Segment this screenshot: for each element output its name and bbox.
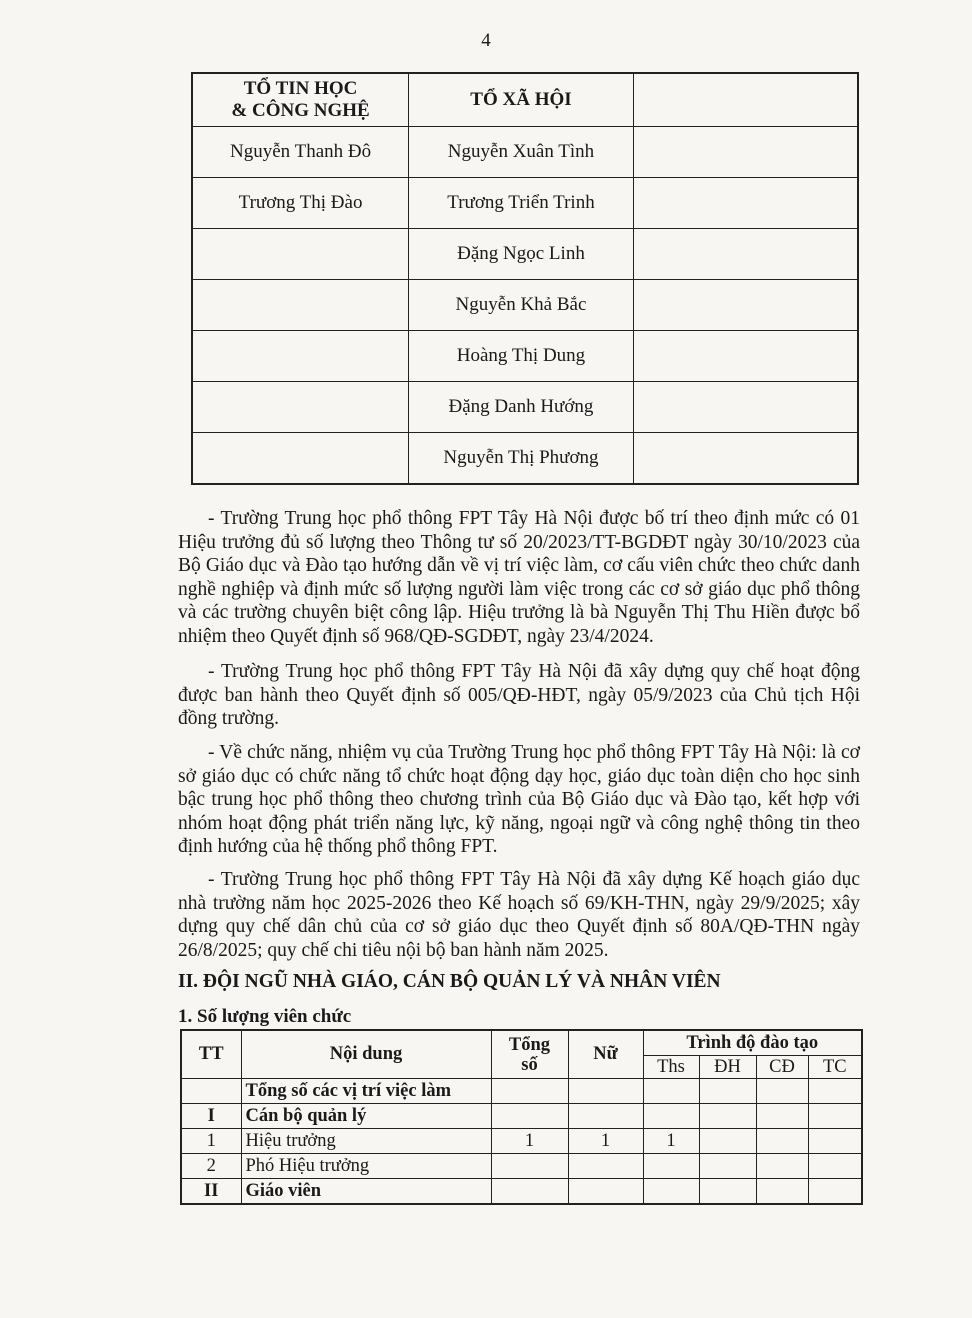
cell-tc — [808, 1154, 862, 1179]
paragraph-chuc-nang — [178, 741, 860, 859]
cell-dh — [699, 1179, 756, 1205]
cell-noi-dung: Giáo viên — [241, 1179, 491, 1205]
table-row — [181, 1129, 862, 1154]
page-number: 4 — [481, 30, 491, 51]
vien-chuc-table — [180, 1029, 863, 1205]
header-tc: TC — [808, 1056, 862, 1079]
cell-dh — [699, 1104, 756, 1129]
header-ths: Ths — [643, 1056, 699, 1079]
cell — [192, 280, 409, 331]
cell-tong-so — [491, 1079, 568, 1104]
cell: Nguyễn Khả Bắc — [409, 280, 634, 331]
header-trinh-do: Trình độ đào tạo — [643, 1030, 862, 1056]
paragraph-ke-hoach — [178, 868, 860, 962]
cell: Đặng Danh Hướng — [409, 382, 634, 433]
cell-tong-so — [491, 1154, 568, 1179]
cell: Trương Triển Trinh — [409, 178, 634, 229]
header-tong-so: Tổng số — [491, 1030, 568, 1079]
cell-tt — [181, 1079, 241, 1104]
cell — [192, 331, 409, 382]
cell-tt: I — [181, 1104, 241, 1129]
cell: Hoàng Thị Dung — [409, 331, 634, 382]
cell-tt: 1 — [181, 1129, 241, 1154]
header-xa-hoi: TỔ XÃ HỘI — [409, 73, 634, 127]
cell-tc — [808, 1104, 862, 1129]
header-empty — [633, 73, 858, 127]
cell — [192, 382, 409, 433]
cell-noi-dung: Hiệu trưởng — [241, 1129, 491, 1154]
paragraph-text: - Trường Trung học phổ thông FPT Tây Hà Nội được bố trí theo định mức có 01 Hiệu trưởng đủ số lượng theo Thông tư số 20/2023/TT-BGDĐT ngày 30/10/2023 của Bộ Giáo dục và Đào tạo hướng dẫn về vị trí việc làm, cơ cấu viên chức theo chức danh nghề nghiệp và định mức số lượng người làm việc trong các cơ sở giáo dục phổ thông và các trường chuyên biệt công lập. Hiệu trưởng là bà Nguyễn Thị Thu Hiền được bổ nhiệm theo Quyết định số 968/QĐ-SGDĐT, ngày 23/4/2024. — [178, 508, 860, 647]
cell-ths — [643, 1179, 699, 1205]
table-row — [192, 127, 858, 178]
section-heading: II. ĐỘI NGŨ NHÀ GIÁO, CÁN BỘ QUẢN LÝ VÀ NHÂN VIÊN — [178, 971, 721, 992]
cell — [633, 178, 858, 229]
header-tin-hoc: TỔ TIN HỌC & CÔNG NGHỆ — [192, 73, 409, 127]
cell: Nguyễn Thanh Đô — [192, 127, 409, 178]
cell-dh — [699, 1154, 756, 1179]
cell: Trương Thị Đào — [192, 178, 409, 229]
cell — [192, 433, 409, 485]
cell-tc — [808, 1129, 862, 1154]
staff-table-header — [192, 73, 858, 127]
paragraph-text: - Về chức năng, nhiệm vụ của Trường Trung học phổ thông FPT Tây Hà Nội: là cơ sở giáo dục có chức năng tổ chức hoạt động dạy học, giáo dục toàn diện cho học sinh bậc trung học phổ thông theo chương trình của Bộ Giáo dục và Đào tạo, kết hợp với nhóm hoạt động phát triển năng lực, kỹ năng, ngoại ngữ và công nghệ thông tin theo định hướng của hệ thống phổ thông FPT. — [178, 742, 860, 857]
cell-cd — [756, 1079, 808, 1104]
cell: Đặng Ngọc Linh — [409, 229, 634, 280]
table-row — [192, 331, 858, 382]
cell-ths — [643, 1079, 699, 1104]
cell-ths — [643, 1104, 699, 1129]
cell — [633, 331, 858, 382]
cell-cd — [756, 1179, 808, 1205]
cell — [633, 280, 858, 331]
staff-table — [191, 72, 859, 485]
cell-nu — [568, 1079, 643, 1104]
cell-tt: 2 — [181, 1154, 241, 1179]
paragraph-text: - Trường Trung học phổ thông FPT Tây Hà Nội đã xây dựng quy chế hoạt động được ban hành theo Quyết định số 005/QĐ-HĐT, ngày 05/9/2023 của Chủ tịch Hội đồng trường. — [178, 661, 860, 729]
table-row — [181, 1079, 862, 1104]
cell-dh — [699, 1079, 756, 1104]
header-nu: Nữ — [568, 1030, 643, 1079]
cell-tt: II — [181, 1179, 241, 1205]
cell: Nguyễn Xuân Tình — [409, 127, 634, 178]
cell-cd — [756, 1104, 808, 1129]
header-dh: ĐH — [699, 1056, 756, 1079]
header-tt: TT — [181, 1030, 241, 1079]
cell-noi-dung: Tổng số các vị trí việc làm — [241, 1079, 491, 1104]
table-row — [181, 1154, 862, 1179]
cell — [633, 229, 858, 280]
cell-tc — [808, 1079, 862, 1104]
table-row — [192, 280, 858, 331]
cell-tc — [808, 1179, 862, 1205]
paragraph-quy-che — [178, 660, 860, 731]
table-row — [192, 433, 858, 485]
table-row — [192, 178, 858, 229]
cell-dh — [699, 1129, 756, 1154]
cell-tong-so — [491, 1179, 568, 1205]
table-row — [192, 382, 858, 433]
cell-tong-so: 1 — [491, 1129, 568, 1154]
cell-nu — [568, 1179, 643, 1205]
cell — [633, 433, 858, 485]
cell: Nguyễn Thị Phương — [409, 433, 634, 485]
cell-tong-so — [491, 1104, 568, 1129]
cell — [633, 382, 858, 433]
cell — [633, 127, 858, 178]
cell-nu: 1 — [568, 1129, 643, 1154]
sub-heading: 1. Số lượng viên chức — [178, 1006, 352, 1027]
table-row — [181, 1104, 862, 1129]
paragraph-hieu-truong — [178, 507, 860, 648]
cell-cd — [756, 1154, 808, 1179]
table-header-row — [181, 1030, 862, 1056]
cell-cd — [756, 1129, 808, 1154]
cell-noi-dung: Cán bộ quản lý — [241, 1104, 491, 1129]
cell-nu — [568, 1104, 643, 1129]
header-noi-dung: Nội dung — [241, 1030, 491, 1079]
paragraph-text: - Trường Trung học phổ thông FPT Tây Hà Nội đã xây dựng Kế hoạch giáo dục nhà trường năm học 2025-2026 theo Kế hoạch số 69/KH-THN, ngày 29/9/2025; xây dựng quy chế dân chủ của cơ sở giáo dục theo Quyết định số 80A/QĐ-THN ngày 26/8/2025; quy chế chi tiêu nội bộ ban hành năm 2025. — [178, 869, 860, 961]
cell-nu — [568, 1154, 643, 1179]
cell-ths: 1 — [643, 1129, 699, 1154]
table-row — [181, 1179, 862, 1205]
cell-ths — [643, 1154, 699, 1179]
header-cd: CĐ — [756, 1056, 808, 1079]
cell — [192, 229, 409, 280]
table-row — [192, 229, 858, 280]
cell-noi-dung: Phó Hiệu trưởng — [241, 1154, 491, 1179]
